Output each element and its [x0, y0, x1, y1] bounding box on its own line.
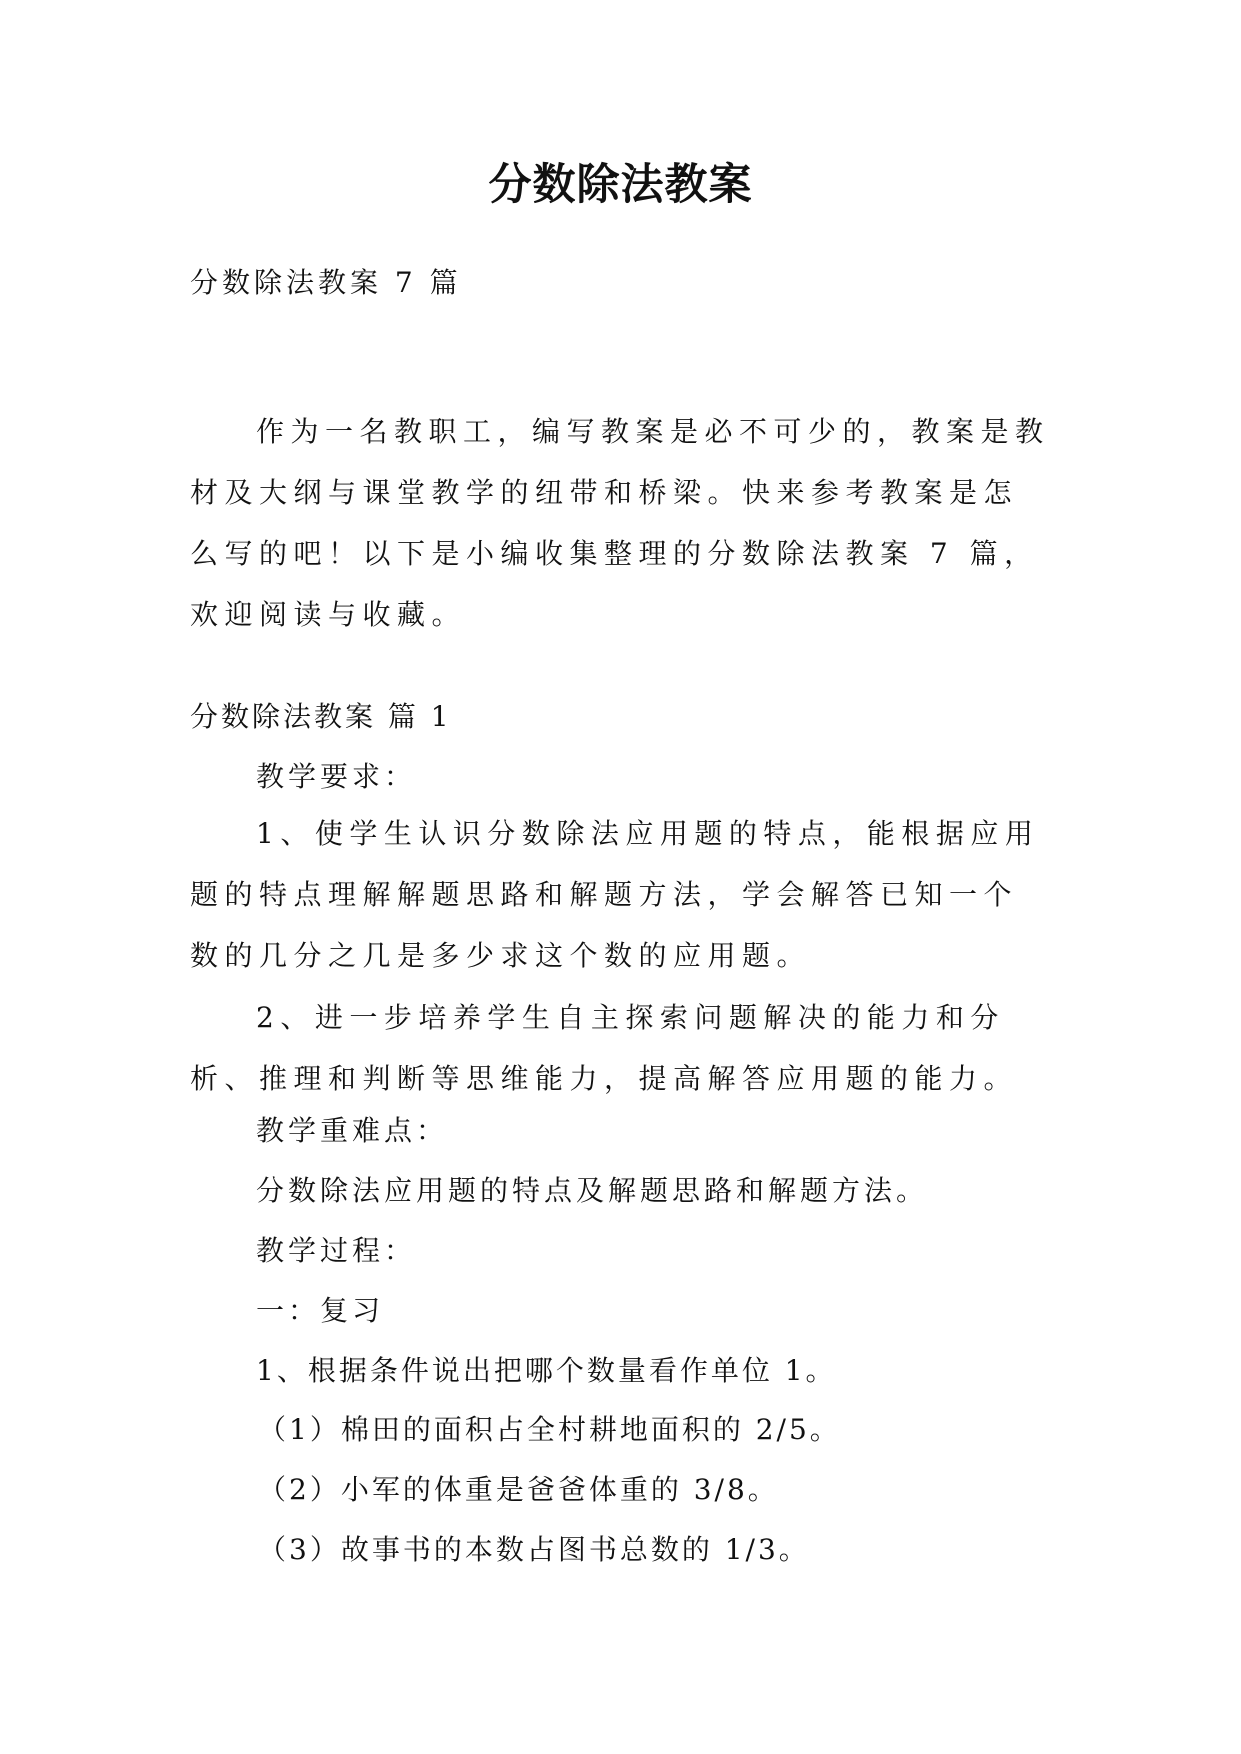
section-heading: 分数除法教案 篇 1 — [190, 700, 452, 733]
example-2: （2）小军的体重是爸爸体重的 3/8。 — [258, 1473, 779, 1506]
key-difficulties-label: 教学重难点： — [256, 1114, 449, 1147]
example-3: （3）故事书的本数占图书总数的 1/3。 — [258, 1533, 810, 1566]
teaching-process-label: 教学过程： — [256, 1234, 417, 1267]
review-item-1: 1、根据条件说出把哪个数量看作单位 1。 — [256, 1354, 837, 1387]
requirement-2: 2、进一步培养学生自主探索问题解决的能力和分析、推理和判断等思维能力，提高解答应用题的能力。 — [190, 1001, 1019, 1095]
teaching-requirements-label: 教学要求： — [256, 760, 417, 793]
requirement-1: 1、使学生认识分数除法应用题的特点，能根据应用题的特点理解解题思路和解题方法，学会解答已知一个数的几分之几是多少求这个数的应用题。 — [190, 817, 1040, 972]
document-subtitle: 分数除法教案 7 篇 — [190, 266, 462, 299]
document-title: 分数除法教案 — [488, 160, 753, 210]
intro-paragraph: 作为一名教职工，编写教案是必不可少的，教案是教材及大纲与课堂教学的纽带和桥梁。快来参考教案是怎么写的吧！以下是小编收集整理的分数除法教案 7 篇，欢迎阅读与收藏。 — [190, 415, 1050, 631]
key-difficulties-text: 分数除法应用题的特点及解题思路和解题方法。 — [256, 1174, 929, 1207]
example-1: （1）棉田的面积占全村耕地面积的 2/5。 — [258, 1413, 841, 1446]
review-label: 一：复习 — [256, 1294, 385, 1327]
